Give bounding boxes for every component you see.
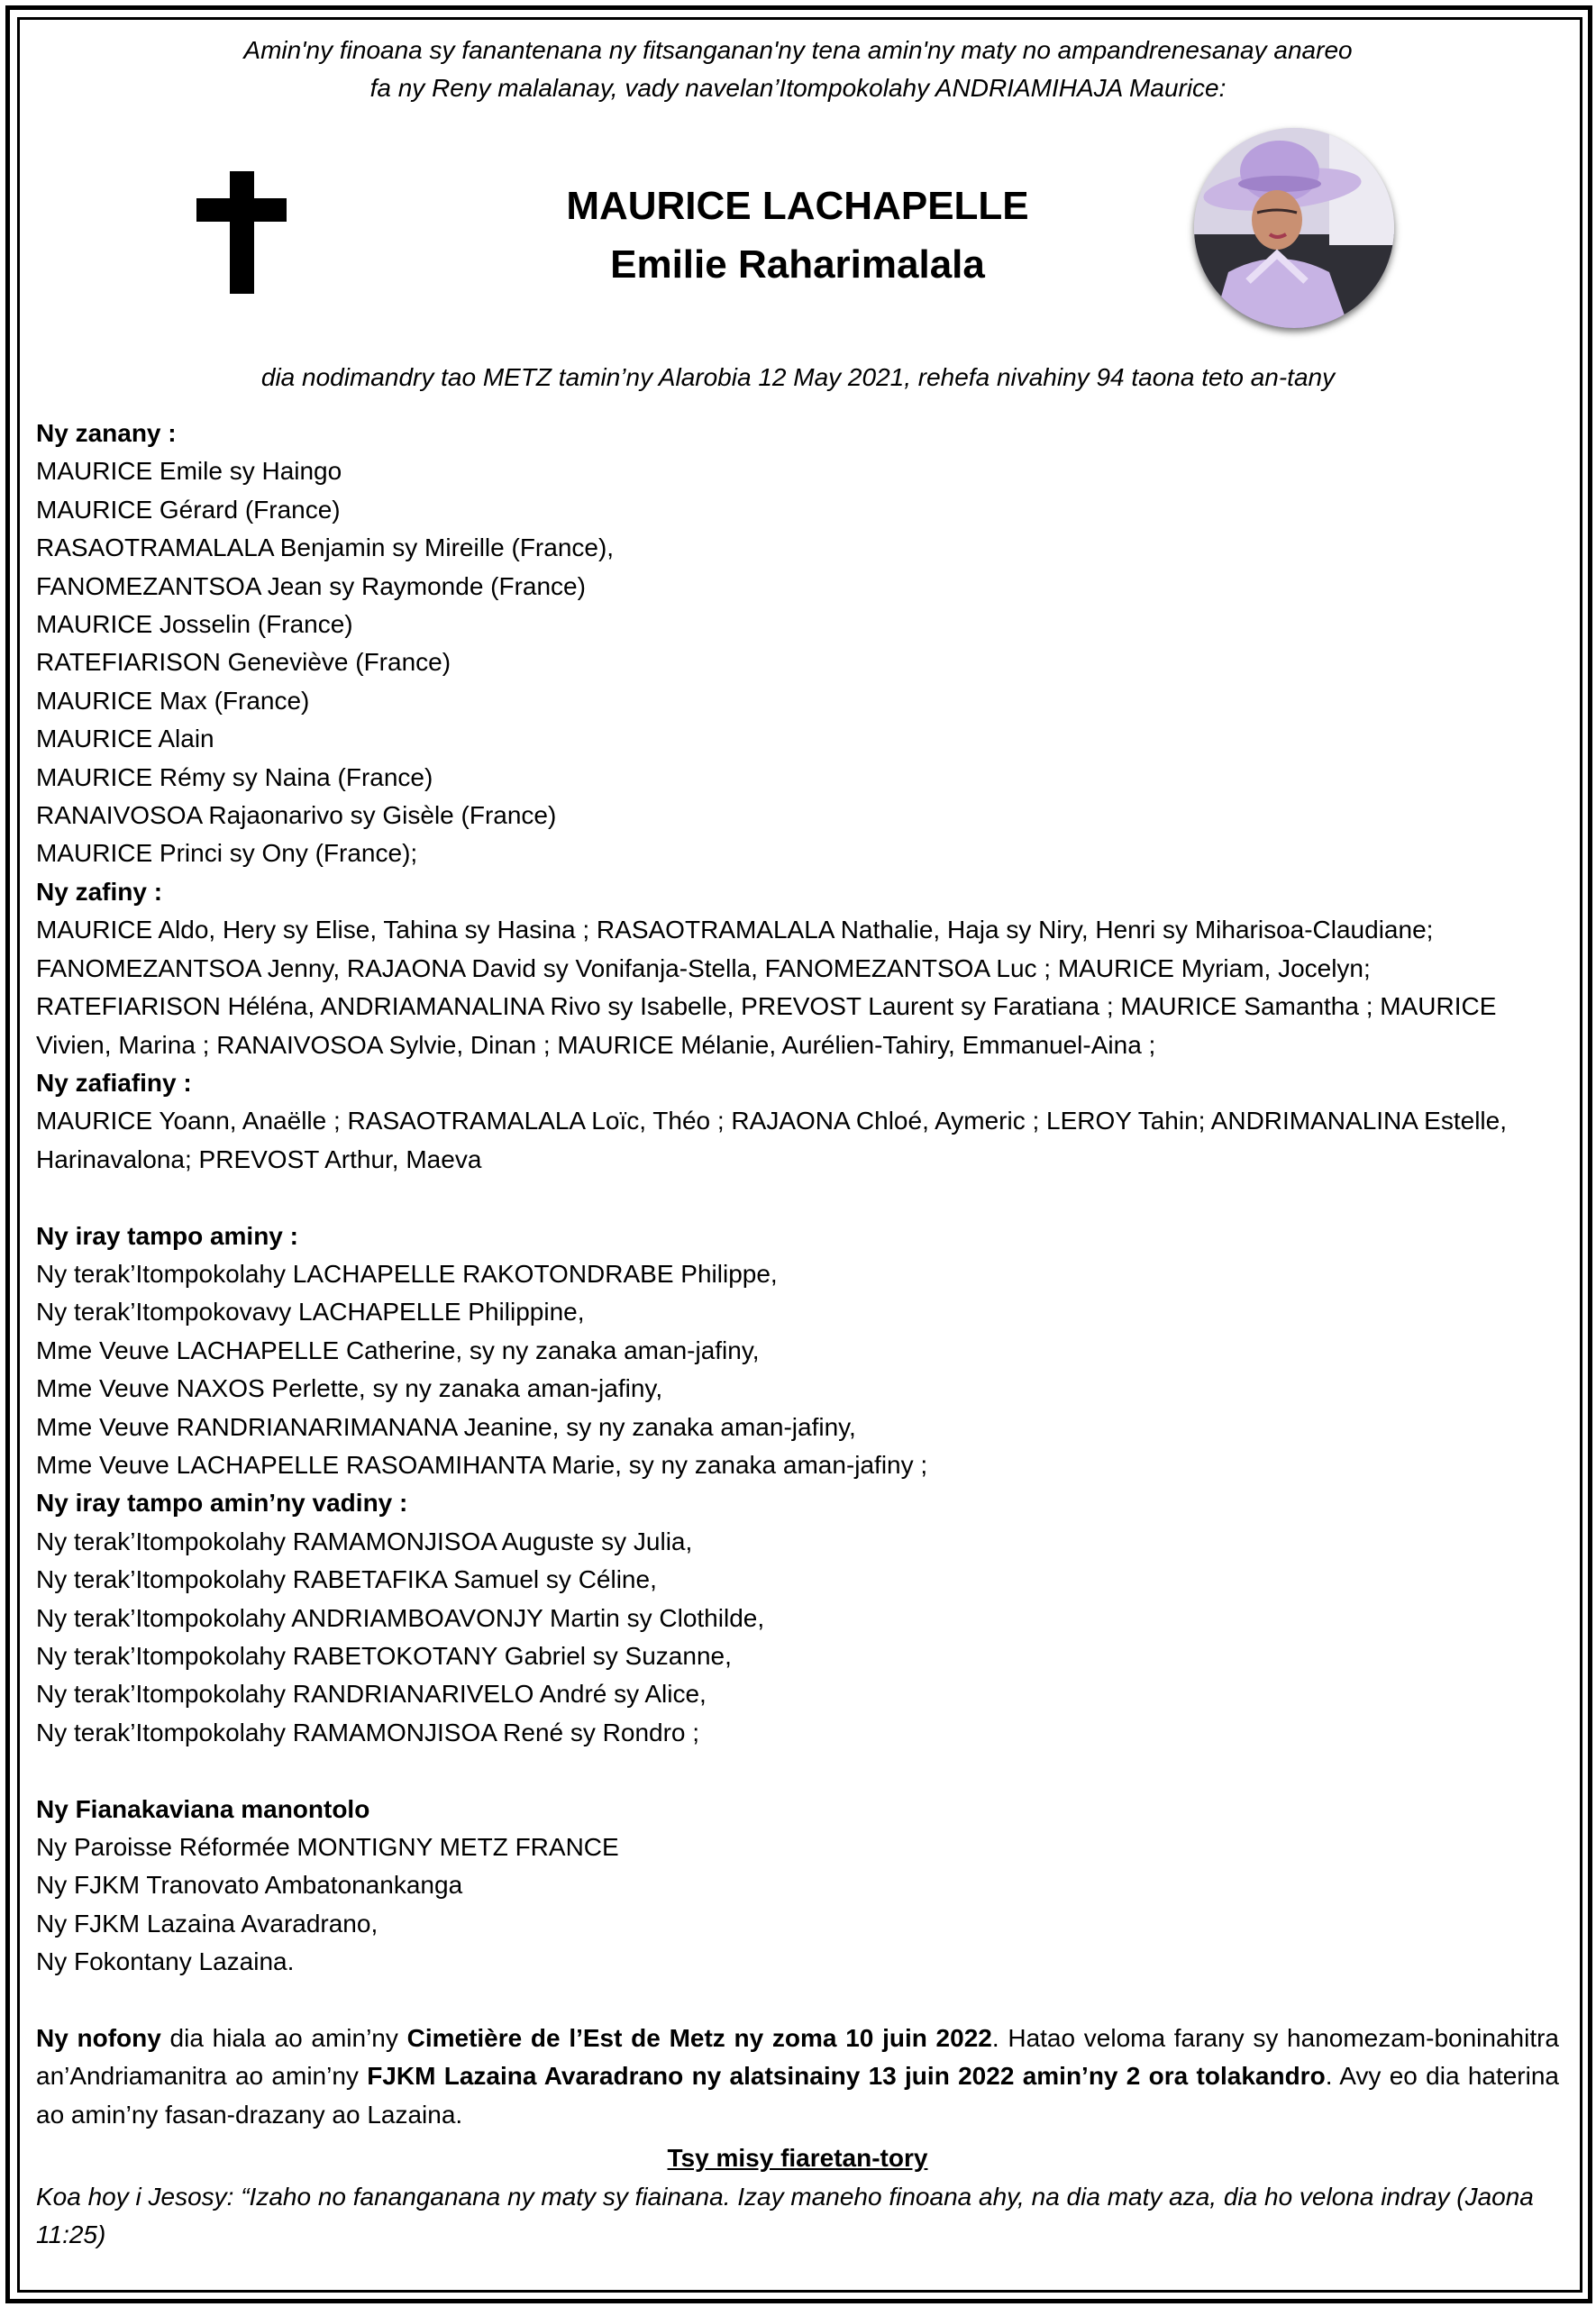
list-item: Ny terak’Itompokolahy RABETOKOTANY Gabriel sy Suzanne, xyxy=(36,1641,732,1670)
intro-text xyxy=(90,32,1506,107)
list-item: Mme Veuve LACHAPELLE Catherine, sy ny zanaka aman-jafiny, xyxy=(36,1336,760,1364)
list-item: Ny FJKM Lazaina Avaradrano, xyxy=(36,1909,378,1938)
list-item: Ny terak’Itompokovavy LACHAPELLE Philippine, xyxy=(36,1298,585,1327)
funeral-paragraph xyxy=(36,2020,1559,2134)
grandchildren-heading: Ny zafiny : xyxy=(36,877,163,906)
intro-line-1: Amin'ny finoana sy fanantenana ny fitsanganan'ny tena amin'ny maty no ampandrenesanay anareo xyxy=(243,36,1353,64)
funeral-text-3: . Avy eo dia haterina ao amin’ny fasan-drazany ao Lazaina. xyxy=(36,2062,1559,2129)
funeral-text-2: . Hatao veloma farany sy hanomezam-boninahitra an’Andriamanitra ao amin’ny xyxy=(36,2024,1560,2091)
children-heading: Ny zanany : xyxy=(36,419,177,447)
list-item: RASAOTRAMALALA Benjamin sy Mireille (France), xyxy=(36,533,615,562)
text-line: RATEFIARISON Héléna, ANDRIAMANALINA Rivo sy Isabelle, PREVOST Laurent sy Faratiana ; MAURICE Samantha ; MAURICE xyxy=(36,992,1497,1021)
list-item: Ny terak’Itompokolahy RAMAMONJISOA Auguste sy Julia, xyxy=(36,1527,693,1555)
deceased-name-line-2: Emilie Raharimalala xyxy=(610,242,985,287)
list-item: Mme Veuve NAXOS Perlette, sy ny zanaka aman-jafiny, xyxy=(36,1374,663,1403)
list-item: Ny terak’Itompokolahy RABETAFIKA Samuel sy Céline, xyxy=(36,1565,657,1594)
deceased-name-line-1: MAURICE LACHAPELLE xyxy=(566,184,1029,228)
list-item: Ny FJKM Tranovato Ambatonankanga xyxy=(36,1871,463,1900)
death-notice: dia nodimandry tao METZ tamin’ny Alarobia 12 May 2021, rehefa nivahiny 94 taona teto an-tany xyxy=(260,363,1336,391)
funeral-nofony: Ny nofony xyxy=(36,2024,161,2053)
bible-verse: Koa hoy i Jesosy: “Izaho no fananganana ny maty sy fiainana. Izay maneho finoana ahy, na dia maty aza, dia ho velona indray (Jaona 11:25) xyxy=(36,2182,1534,2249)
list-item: Ny Paroisse Réformée MONTIGNY METZ FRANCE xyxy=(36,1833,619,1861)
portrait-illustration xyxy=(1194,128,1394,328)
relatives-heading: Ny iray tampo aminy : xyxy=(36,1221,298,1250)
list-item: RATEFIARISON Geneviève (France) xyxy=(36,648,451,677)
list-item: MAURICE Emile sy Haingo xyxy=(36,457,342,486)
list-item: Mme Veuve RANDRIANARIMANANA Jeanine, sy ny zanaka aman-jafiny, xyxy=(36,1412,856,1441)
list-item: RANAIVOSOA Rajaonarivo sy Gisèle (France) xyxy=(36,801,557,830)
great-grandchildren-heading: Ny zafiafiny : xyxy=(36,1068,192,1097)
list-item: Ny terak’Itompokolahy RANDRIANARIVELO André sy Alice, xyxy=(36,1680,707,1709)
list-item: MAURICE Max (France) xyxy=(36,686,310,715)
list-item: Mme Veuve LACHAPELLE RASOAMIHANTA Marie, sy ny zanaka aman-jafiny ; xyxy=(36,1450,928,1479)
funeral-text-1: dia hiala ao amin’ny xyxy=(160,2024,407,2053)
closing-heading: Tsy misy fiaretan-tory xyxy=(667,2144,928,2173)
list-item: Ny Fokontany Lazaina. xyxy=(36,1947,295,1976)
deceased-name xyxy=(415,177,1181,294)
text-line: Vivien, Marina ; RANAIVOSOA Sylvie, Dinan ; MAURICE Mélanie, Aurélien-Tahiry, Emmanuel-Aina ; xyxy=(36,1030,1156,1059)
list-item: FANOMEZANTSOA Jean sy Raymonde (France) xyxy=(36,571,586,600)
spouse-relatives-heading: Ny iray tampo amin’ny vadiny : xyxy=(36,1489,408,1518)
notice-body xyxy=(36,415,1559,2254)
list-item: MAURICE Josselin (France) xyxy=(36,610,353,639)
list-item: Ny terak’Itompokolahy ANDRIAMBOAVONJY Martin sy Clothilde, xyxy=(36,1603,765,1632)
list-item: MAURICE Rémy sy Naina (France) xyxy=(36,762,433,791)
funeral-cemetery: Cimetière de l’Est de Metz ny zoma 10 juin 2022 xyxy=(406,2024,992,2053)
spiritual-family-heading: Ny Fianakaviana manontolo xyxy=(36,1794,370,1823)
cross-icon xyxy=(196,171,287,294)
list-item: Ny terak’Itompokolahy LACHAPELLE RAKOTONDRABE Philippe, xyxy=(36,1259,778,1288)
text-line: Harinavalona; PREVOST Arthur, Maeva xyxy=(36,1144,482,1173)
text-line: MAURICE Aldo, Hery sy Elise, Tahina sy Hasina ; RASAOTRAMALALA Nathalie, Haja sy Niry, Henri sy Miharisoa-Claudiane; xyxy=(36,916,1434,944)
text-line: MAURICE Yoann, Anaëlle ; RASAOTRAMALALA Loïc, Théo ; RAJAONA Chloé, Aymeric ; LEROY Tahin; ANDRIMANALINA Estelle, xyxy=(36,1107,1507,1135)
list-item: MAURICE Gérard (France) xyxy=(36,495,341,524)
intro-line-2: fa ny Reny malalanay, vady navelan’Itompokolahy ANDRIAMIHAJA Maurice: xyxy=(369,74,1227,102)
list-item: MAURICE Alain xyxy=(36,725,214,753)
list-item: MAURICE Princi sy Ony (France); xyxy=(36,839,418,868)
list-item: Ny terak’Itompokolahy RAMAMONJISOA René sy Rondro ; xyxy=(36,1718,700,1746)
text-line: FANOMEZANTSOA Jenny, RAJAONA David sy Vonifanja-Stella, FANOMEZANTSOA Luc ; MAURICE Myriam, Jocelyn; xyxy=(36,953,1371,982)
funeral-service: FJKM Lazaina Avaradrano ny alatsinainy 13 juin 2022 amin’ny 2 ora tolakandro xyxy=(367,2062,1326,2091)
portrait-photo xyxy=(1194,128,1394,328)
